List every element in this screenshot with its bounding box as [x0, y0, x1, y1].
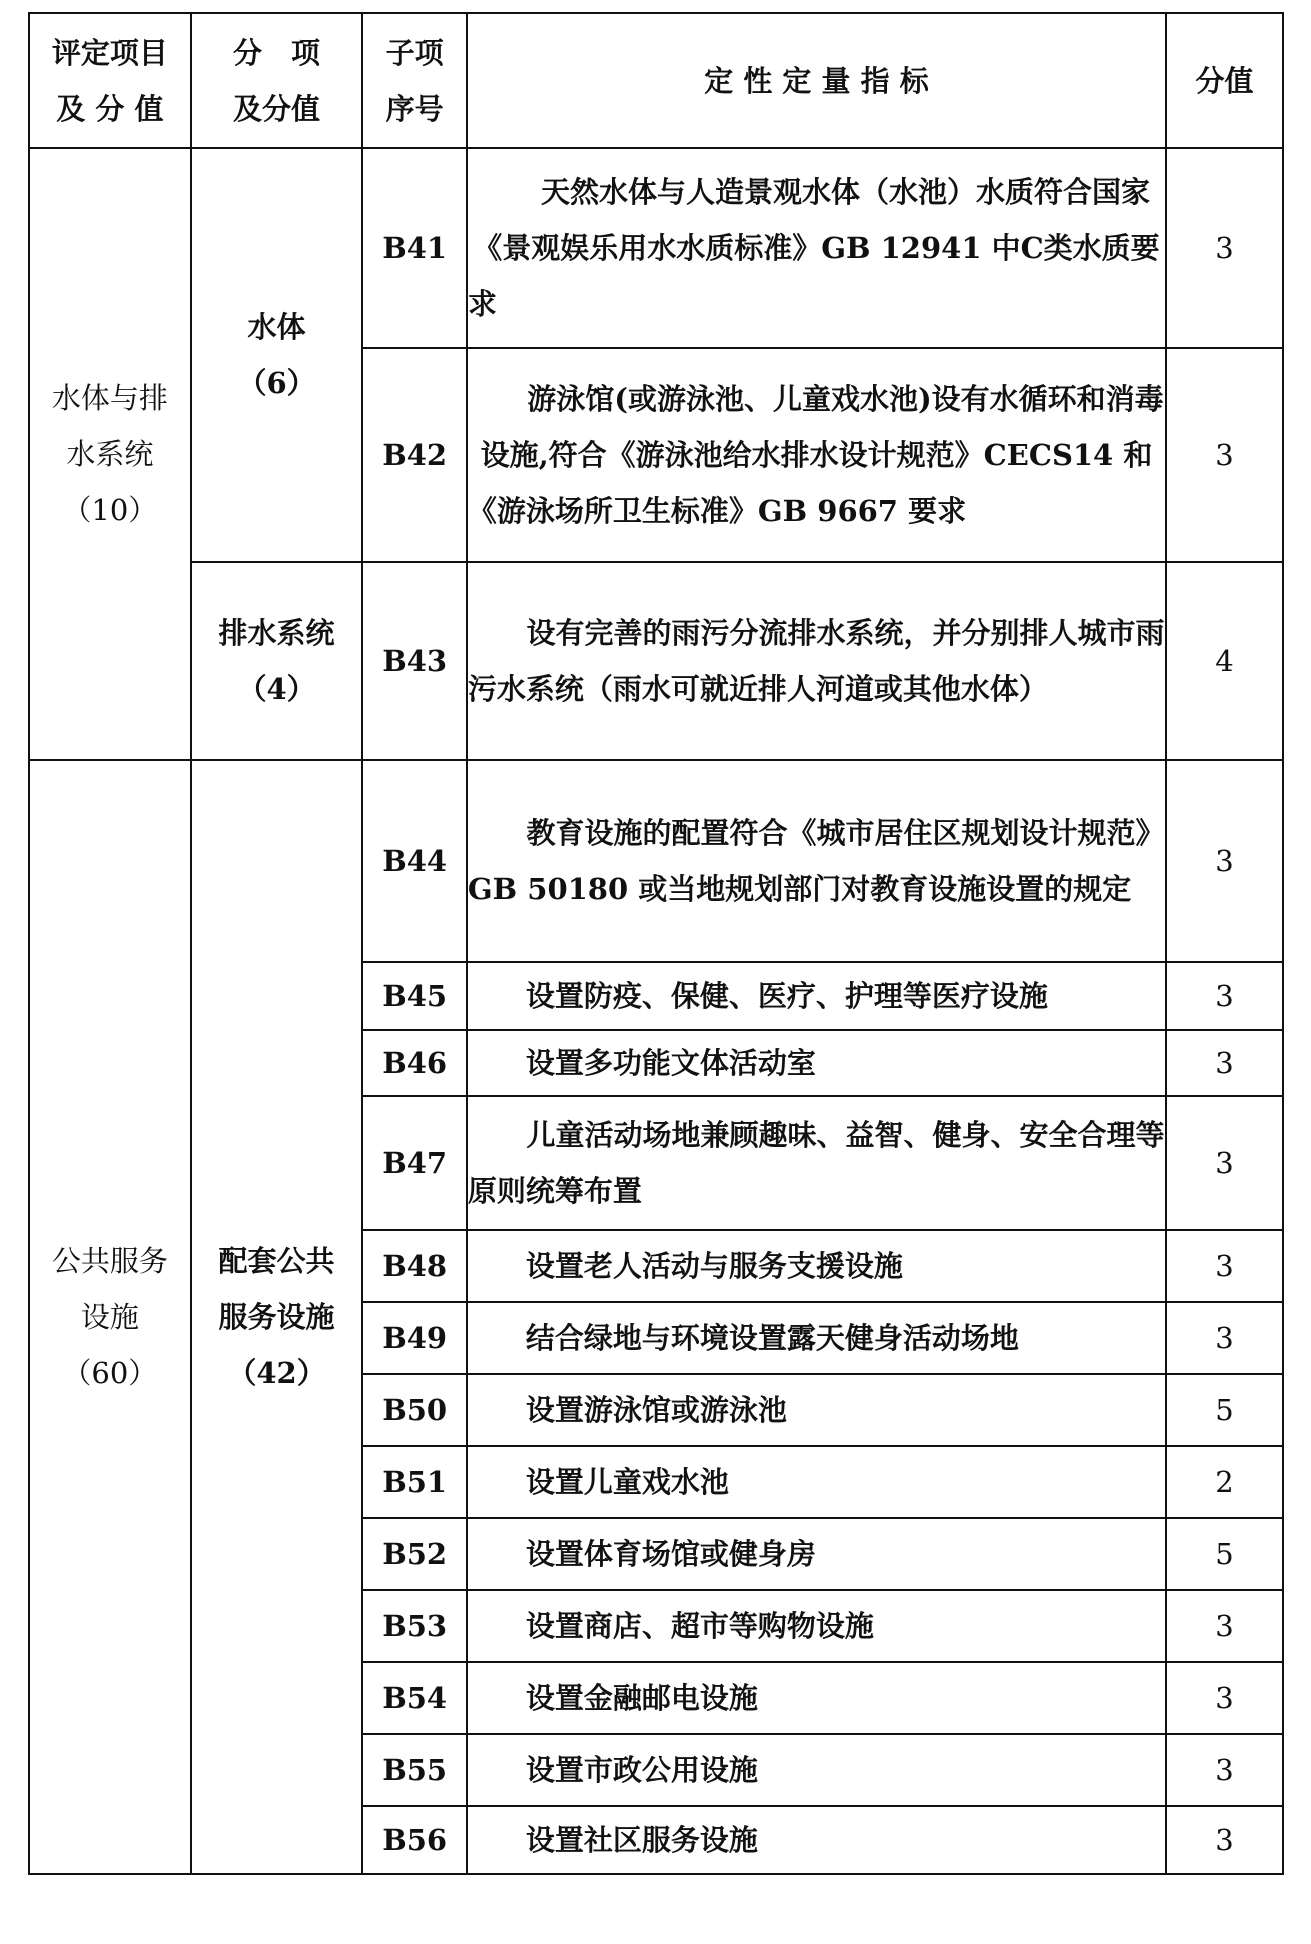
row-score: 3 — [1166, 1590, 1283, 1662]
row-code: B52 — [362, 1518, 467, 1590]
row-score: 5 — [1166, 1374, 1283, 1446]
category-line: 公共服务 — [51, 1244, 168, 1278]
row-indicator: 设置多功能文体活动室 — [467, 1030, 1166, 1096]
header-category — [29, 13, 191, 148]
row-score: 3 — [1166, 1302, 1283, 1374]
row-indicator: 设置防疫、保健、医疗、护理等医疗设施 — [467, 962, 1166, 1030]
row-score: 3 — [1166, 1734, 1283, 1806]
row-code: B48 — [362, 1230, 467, 1302]
row-score: 3 — [1166, 1806, 1283, 1874]
row-indicator: 设置游泳馆或游泳池 — [467, 1374, 1166, 1446]
header-code-line2: 序号 — [385, 91, 444, 126]
row-indicator: 教育设施的配置符合《城市居住区规划设计规范》GB 50180 或当地规划部门对教育设施设置的规定 — [467, 760, 1166, 962]
row-score: 5 — [1166, 1518, 1283, 1590]
row-score: 2 — [1166, 1446, 1283, 1518]
category-cell — [29, 148, 191, 760]
row-indicator: 设置商店、超市等购物设施 — [467, 1590, 1166, 1662]
row-score: 4 — [1166, 562, 1283, 760]
subitem-cell — [191, 760, 363, 1874]
row-code: B47 — [362, 1096, 467, 1230]
row-indicator: 设置体育场馆或健身房 — [467, 1518, 1166, 1590]
category-line: （10） — [62, 493, 158, 527]
subitem-cell — [191, 562, 363, 760]
row-code: B53 — [362, 1590, 467, 1662]
row-score: 3 — [1166, 1030, 1283, 1096]
subitem-line: （4） — [237, 672, 316, 706]
header-subitem-line2: 及分值 — [233, 91, 321, 126]
subitem-line: （42） — [227, 1356, 326, 1390]
row-code: B46 — [362, 1030, 467, 1096]
table-row — [29, 148, 1283, 348]
row-code: B51 — [362, 1446, 467, 1518]
row-indicator: 设置儿童戏水池 — [467, 1446, 1166, 1518]
row-code: B43 — [362, 562, 467, 760]
header-code-line1: 子项 — [385, 35, 444, 70]
category-line: （60） — [62, 1356, 158, 1390]
subitem-line: 服务设施 — [218, 1300, 335, 1334]
row-code: B54 — [362, 1662, 467, 1734]
header-score: 分值 — [1166, 13, 1283, 148]
row-score: 3 — [1166, 760, 1283, 962]
row-code: B50 — [362, 1374, 467, 1446]
header-subitem — [191, 13, 363, 148]
row-indicator: 设置市政公用设施 — [467, 1734, 1166, 1806]
subitem-line: 配套公共 — [218, 1244, 335, 1278]
header-code — [362, 13, 467, 148]
category-line: 设施 — [80, 1300, 139, 1334]
header-row — [29, 13, 1283, 148]
row-indicator: 游泳馆(或游泳池、儿童戏水池)设有水循环和消毒设施,符合《游泳池给水排水设计规范》CECS14 和《游泳场所卫生标准》GB 9667 要求 — [467, 348, 1166, 562]
category-cell — [29, 760, 191, 1874]
row-indicator: 设置老人活动与服务支援设施 — [467, 1230, 1166, 1302]
row-indicator: 儿童活动场地兼顾趣味、益智、健身、安全合理等原则统筹布置 — [467, 1096, 1166, 1230]
row-indicator: 结合绿地与环境设置露天健身活动场地 — [467, 1302, 1166, 1374]
category-line: 水体与排 — [51, 381, 168, 415]
row-indicator: 设有完善的雨污分流排水系统，并分别排人城市雨污水系统（雨水可就近排人河道或其他水体） — [467, 562, 1166, 760]
row-score: 3 — [1166, 148, 1283, 348]
subitem-line: 水体 — [247, 310, 306, 344]
table-row — [29, 562, 1283, 760]
row-score: 3 — [1166, 348, 1283, 562]
header-subitem-line1: 分 项 — [233, 35, 321, 70]
row-code: B42 — [362, 348, 467, 562]
row-indicator: 设置社区服务设施 — [467, 1806, 1166, 1874]
row-code: B49 — [362, 1302, 467, 1374]
header-category-line2: 及 分 值 — [56, 91, 164, 126]
category-line: 水系统 — [66, 437, 154, 471]
evaluation-table — [28, 12, 1284, 1875]
subitem-line: 排水系统 — [218, 616, 335, 650]
row-indicator: 设置金融邮电设施 — [467, 1662, 1166, 1734]
row-code: B41 — [362, 148, 467, 348]
row-score: 3 — [1166, 1096, 1283, 1230]
row-code: B56 — [362, 1806, 467, 1874]
row-code: B55 — [362, 1734, 467, 1806]
subitem-cell — [191, 148, 363, 562]
row-code: B45 — [362, 962, 467, 1030]
row-score: 3 — [1166, 1662, 1283, 1734]
subitem-line: （6） — [237, 366, 316, 400]
row-code: B44 — [362, 760, 467, 962]
row-score: 3 — [1166, 1230, 1283, 1302]
header-category-line1: 评定项目 — [51, 35, 168, 70]
table-row — [29, 760, 1283, 962]
row-score: 3 — [1166, 962, 1283, 1030]
row-indicator: 天然水体与人造景观水体（水池）水质符合国家《景观娱乐用水水质标准》GB 12941 中C类水质要求 — [467, 148, 1166, 348]
header-indicator: 定 性 定 量 指 标 — [467, 13, 1166, 148]
